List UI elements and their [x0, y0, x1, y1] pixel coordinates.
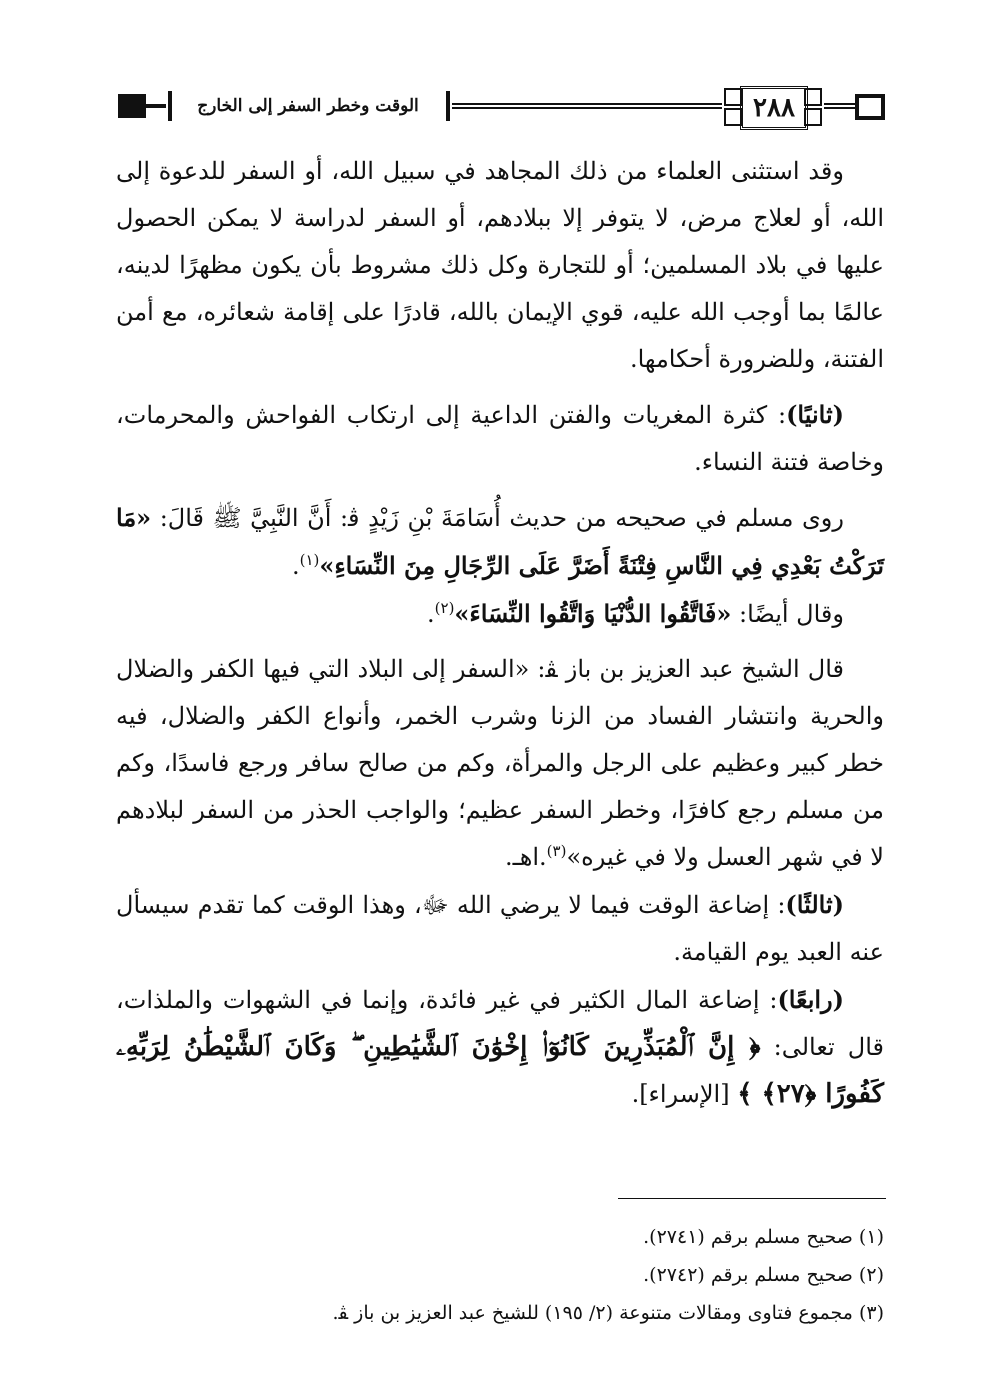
paragraph	[116, 646, 884, 881]
footnote: (٣) مجموع فتاوى ومقالات متنوعة (٢/ ١٩٥) للشيخ عبد العزيز بن باز ﭭ.	[332, 1302, 884, 1324]
header-rule	[452, 103, 722, 109]
paragraph-text: : كثرة المغريات والفتن الداعية إلى ارتكاب الفواحش والمحرمات، وخاصة فتنة النساء.	[116, 401, 884, 476]
paragraph	[116, 976, 884, 1118]
paragraph: روى مسلم في صحيحه من حديث أُسَامَةَ بْنِ زَيْدٍ ﭬ: أَنَّ النَّبِيَّ ﷺ قَالَ: «مَا تَرَكْتُ بَعْدِي فِي النَّاسِ فِتْنَةً أَضَرَّ عَلَى الرِّجَالِ مِنَ النِّسَاءِ»$^{(١)}$.	[116, 503, 884, 580]
header-ornament-right	[855, 94, 885, 120]
paragraph: وقال أيضًا: «فَاتَّقُوا الدُّنْيَا وَاتَّقُوا النِّسَاءَ»$^{(٢)}$.	[427, 599, 844, 628]
page-number: ٢٨٨	[740, 86, 808, 130]
footnote-ref: (٢)	[434, 599, 455, 617]
header-divider	[446, 91, 450, 121]
point-label: (ثانيًا)	[786, 400, 844, 429]
paragraph-text: قال الشيخ عبد العزيز بن باز ﭭ: «السفر إلى البلاد التي فيها الكفر والضلال والحرية وانتشار الفساد من الزنا وشرب الخمر، وأنواع الكفر والضلال، فيه خطر كبير وعظيم على الرجل والمرأة، وكم من صالح سافر ورجع فاسدًا، وكم من مسلم رجع كافرًا، وخطر السفر عظيم؛ والواجب الحذر من السفر لبلادهم لا في شهر العسل ولا في غيره»	[116, 655, 884, 871]
footnote: (٢) صحيح مسلم برقم (٢٧٤٢).	[643, 1264, 884, 1286]
footnote-separator	[618, 1198, 886, 1199]
hadith-quote: «مَا تَرَكْتُ بَعْدِي فِي النَّاسِ فِتْنَةً أَضَرَّ عَلَى الرِّجَالِ مِنَ النِّسَاءِ»	[116, 503, 884, 580]
hadith-quote: «فَاتَّقُوا الدُّنْيَا وَاتَّقُوا النِّسَاءَ»	[454, 599, 732, 628]
verse-source: [الإسراء].	[631, 1080, 738, 1108]
running-header	[112, 82, 892, 132]
point-label: (رابعًا)	[777, 985, 844, 1014]
paragraph-text: وقال أيضًا:	[731, 600, 844, 628]
paragraph	[116, 148, 884, 383]
header-rule	[824, 103, 856, 109]
footnote: (١) صحيح مسلم برقم (٢٧٤١).	[643, 1226, 884, 1248]
header-ornament-left	[118, 94, 146, 118]
main-text	[116, 148, 884, 1118]
paragraph-text: .اهـ.	[505, 843, 547, 871]
paragraph-text: وقد استثنى العلماء من ذلك المجاهد في سبيل الله، أو السفر للدعوة إلى الله، أو لعلاج مرض، لا يتوفر إلا ببلادهم، أو السفر لدراسة لا يمكن الحصول عليها في بلاد المسلمين؛ أو للتجارة وكل ذلك مشروط بأن يكون مظهرًا لدينه، عالمًا بما أوجب الله عليه، قوي الإيمان بالله، قادرًا على إقامة شعائره، مع أمن الفتنة، وللضرورة أحكامها.	[116, 157, 884, 373]
header-ornament-bar	[146, 104, 166, 108]
paragraph	[116, 391, 884, 486]
footnotes	[116, 1218, 884, 1332]
paragraph-text: : إضاعة المال الكثير في غير فائدة، وإنما في الشهوات والملذات، قال تعالى:	[116, 986, 885, 1061]
quran-verse: ﴿ إِنَّ ٱلْمُبَذِّرِينَ كَانُوٓا۟ إِخْوَٰنَ ٱلشَّيَٰطِينِ ۖ وَكَانَ ٱلشَّيْطَٰنُ لِرَبِّهِۦ كَفُورًا ﴿٢٧﴾ ﴾	[116, 1032, 884, 1109]
footnote-ref: (٣)	[546, 842, 567, 860]
running-title: الوقت وخطر السفر إلى الخارج	[197, 96, 419, 116]
paragraph	[116, 881, 884, 976]
footnote-ref: (١)	[299, 551, 320, 569]
page-number-frame	[722, 82, 822, 130]
point-label: (ثالثًا)	[785, 890, 844, 919]
paragraph-text: روى مسلم في صحيحه من حديث أُسَامَةَ بْنِ زَيْدٍ ﭬ: أَنَّ النَّبِيَّ ﷺ قَالَ:	[151, 504, 844, 532]
paragraph-text: : إضاعة الوقت فيما لا يرضي الله ﷻ، وهذا الوقت كما تقدم سيسأل عنه العبد يوم القيامة.	[116, 891, 884, 966]
header-divider	[168, 91, 172, 121]
